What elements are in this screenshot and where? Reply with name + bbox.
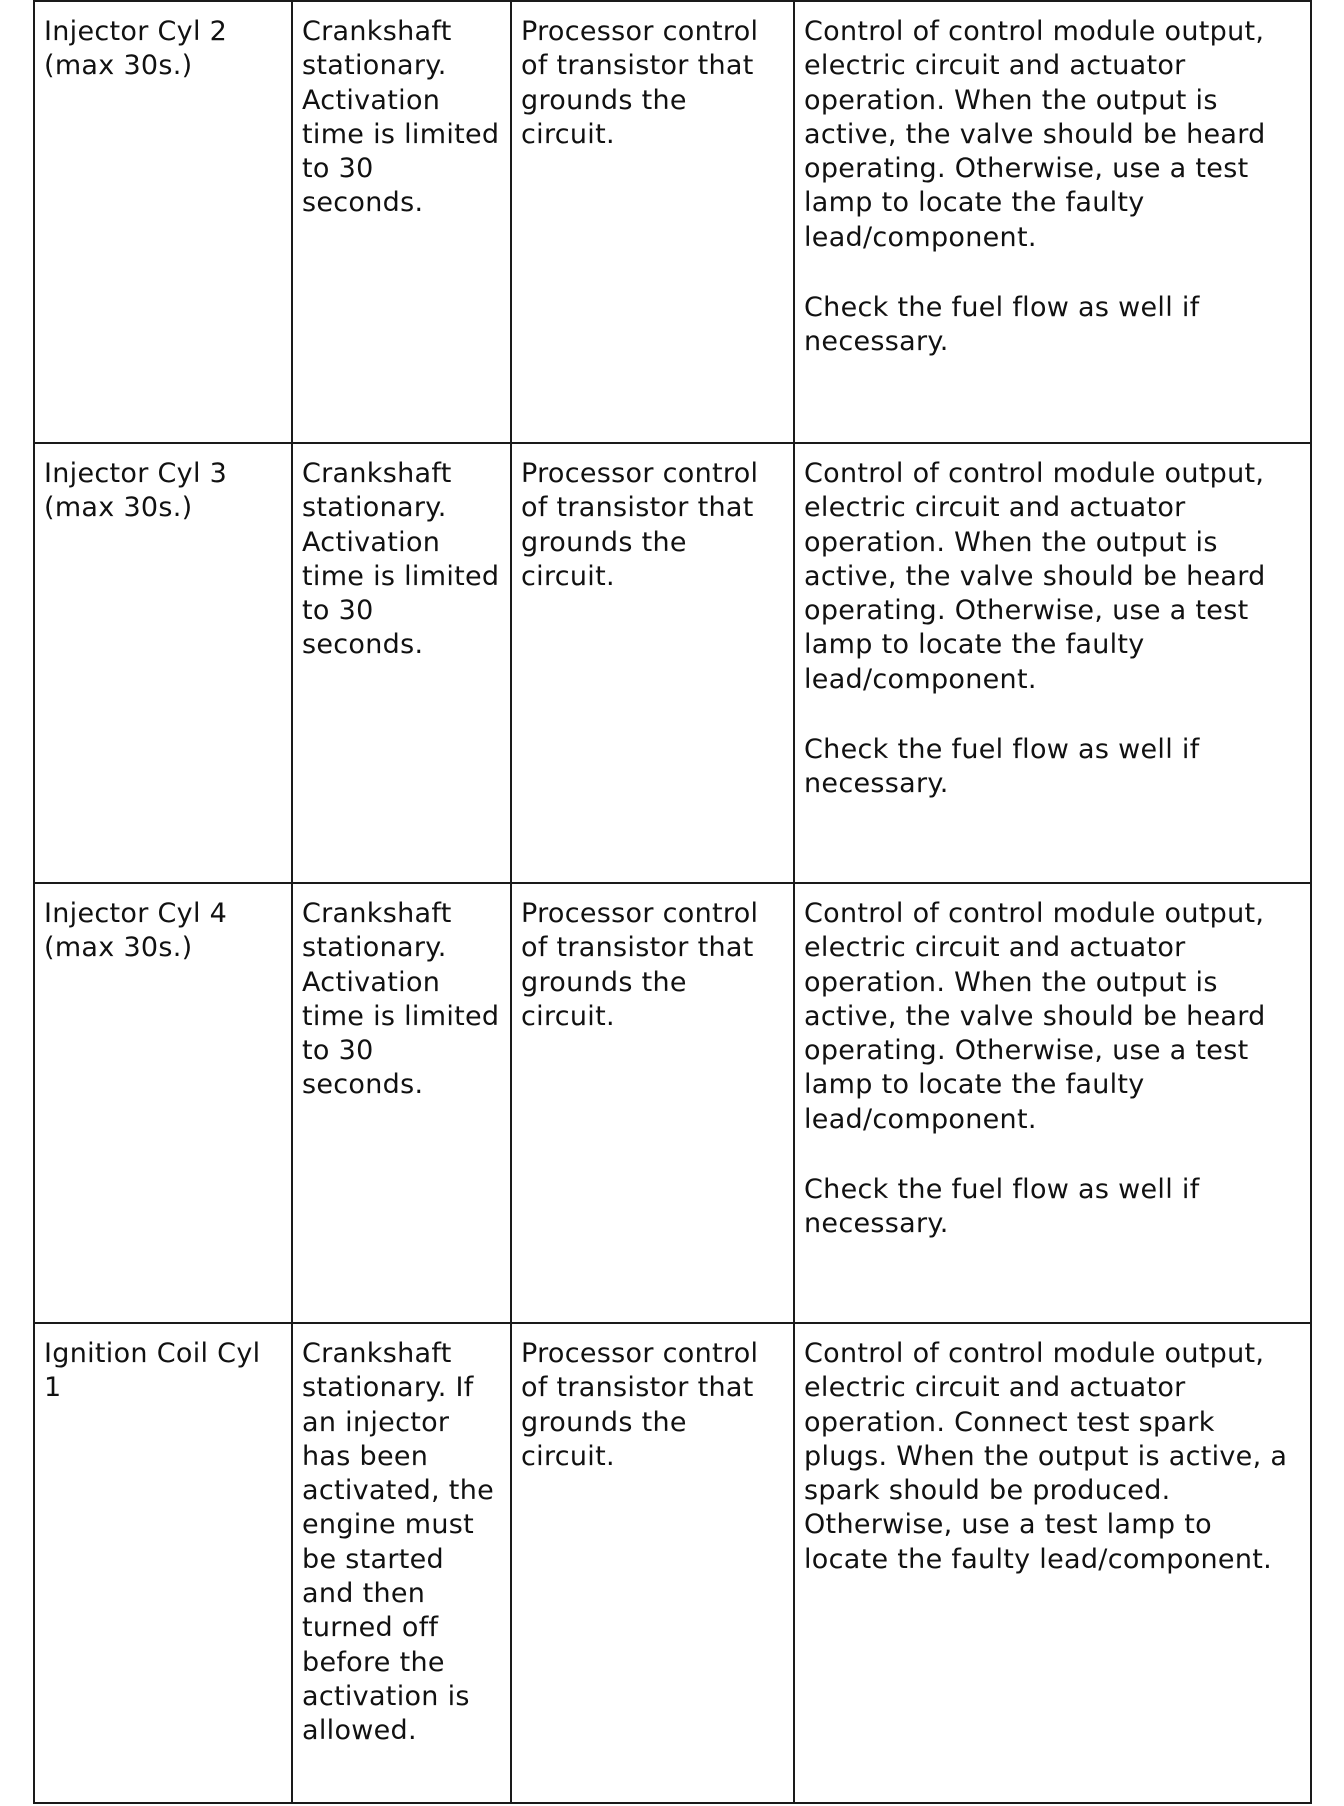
component-cell (34, 443, 292, 883)
check-text: Control of control module output, electric circuit and actuator operation. When the output is active, the valve should be heard operating. Otherwise, use a test lamp to locate the faulty lead/component. (804, 16, 1266, 253)
condition-text: Crankshaft stationary. Activation time is limited to 30 seconds. (302, 16, 500, 219)
component-cell (34, 883, 292, 1323)
check-note: Check the fuel flow as well if necessary. (804, 734, 1200, 800)
check-cell (794, 1, 1311, 443)
actuator-test-table (33, 0, 1312, 1804)
check-text: Control of control module output, electric circuit and actuator operation. When the output is active, the valve should be heard operating. Otherwise, use a test lamp to locate the faulty lead/component. (804, 898, 1266, 1135)
table-row (34, 1323, 1311, 1803)
condition-text: Crankshaft stationary. Activation time is limited to 30 seconds. (302, 458, 500, 661)
control-text: Processor control of transistor that grounds the circuit. (521, 16, 759, 150)
component-name: Injector Cyl 4 (max 30s.) (44, 898, 228, 964)
control-cell (511, 1, 794, 443)
component-cell (34, 1323, 292, 1803)
control-text: Processor control of transistor that grounds the circuit. (521, 898, 759, 1032)
control-text: Processor control of transistor that grounds the circuit. (521, 458, 759, 592)
table-row (34, 1, 1311, 443)
component-name: Ignition Coil Cyl 1 (44, 1338, 261, 1404)
check-cell (794, 883, 1311, 1323)
condition-text: Crankshaft stationary. If an injector has been activated, the engine must be started and then turned off before the activation is allowed. (302, 1338, 495, 1747)
control-cell (511, 1323, 794, 1803)
check-note: Check the fuel flow as well if necessary. (804, 1174, 1200, 1240)
control-text: Processor control of transistor that grounds the circuit. (521, 1338, 759, 1472)
component-name: Injector Cyl 3 (max 30s.) (44, 458, 228, 524)
component-cell (34, 1, 292, 443)
check-note: Check the fuel flow as well if necessary. (804, 292, 1200, 358)
check-text: Control of control module output, electric circuit and actuator operation. Connect test spark plugs. When the output is active, a spark should be produced. Otherwise, use a test lamp to locate the faulty lead/component. (804, 1338, 1288, 1575)
control-cell (511, 883, 794, 1323)
table-row (34, 883, 1311, 1323)
condition-cell (292, 1323, 511, 1803)
table-row (34, 443, 1311, 883)
component-name: Injector Cyl 2 (max 30s.) (44, 16, 228, 82)
condition-text: Crankshaft stationary. Activation time is limited to 30 seconds. (302, 898, 500, 1101)
check-cell (794, 443, 1311, 883)
condition-cell (292, 443, 511, 883)
check-text: Control of control module output, electric circuit and actuator operation. When the output is active, the valve should be heard operating. Otherwise, use a test lamp to locate the faulty lead/component. (804, 458, 1266, 695)
condition-cell (292, 1, 511, 443)
condition-cell (292, 883, 511, 1323)
control-cell (511, 443, 794, 883)
check-cell (794, 1323, 1311, 1803)
